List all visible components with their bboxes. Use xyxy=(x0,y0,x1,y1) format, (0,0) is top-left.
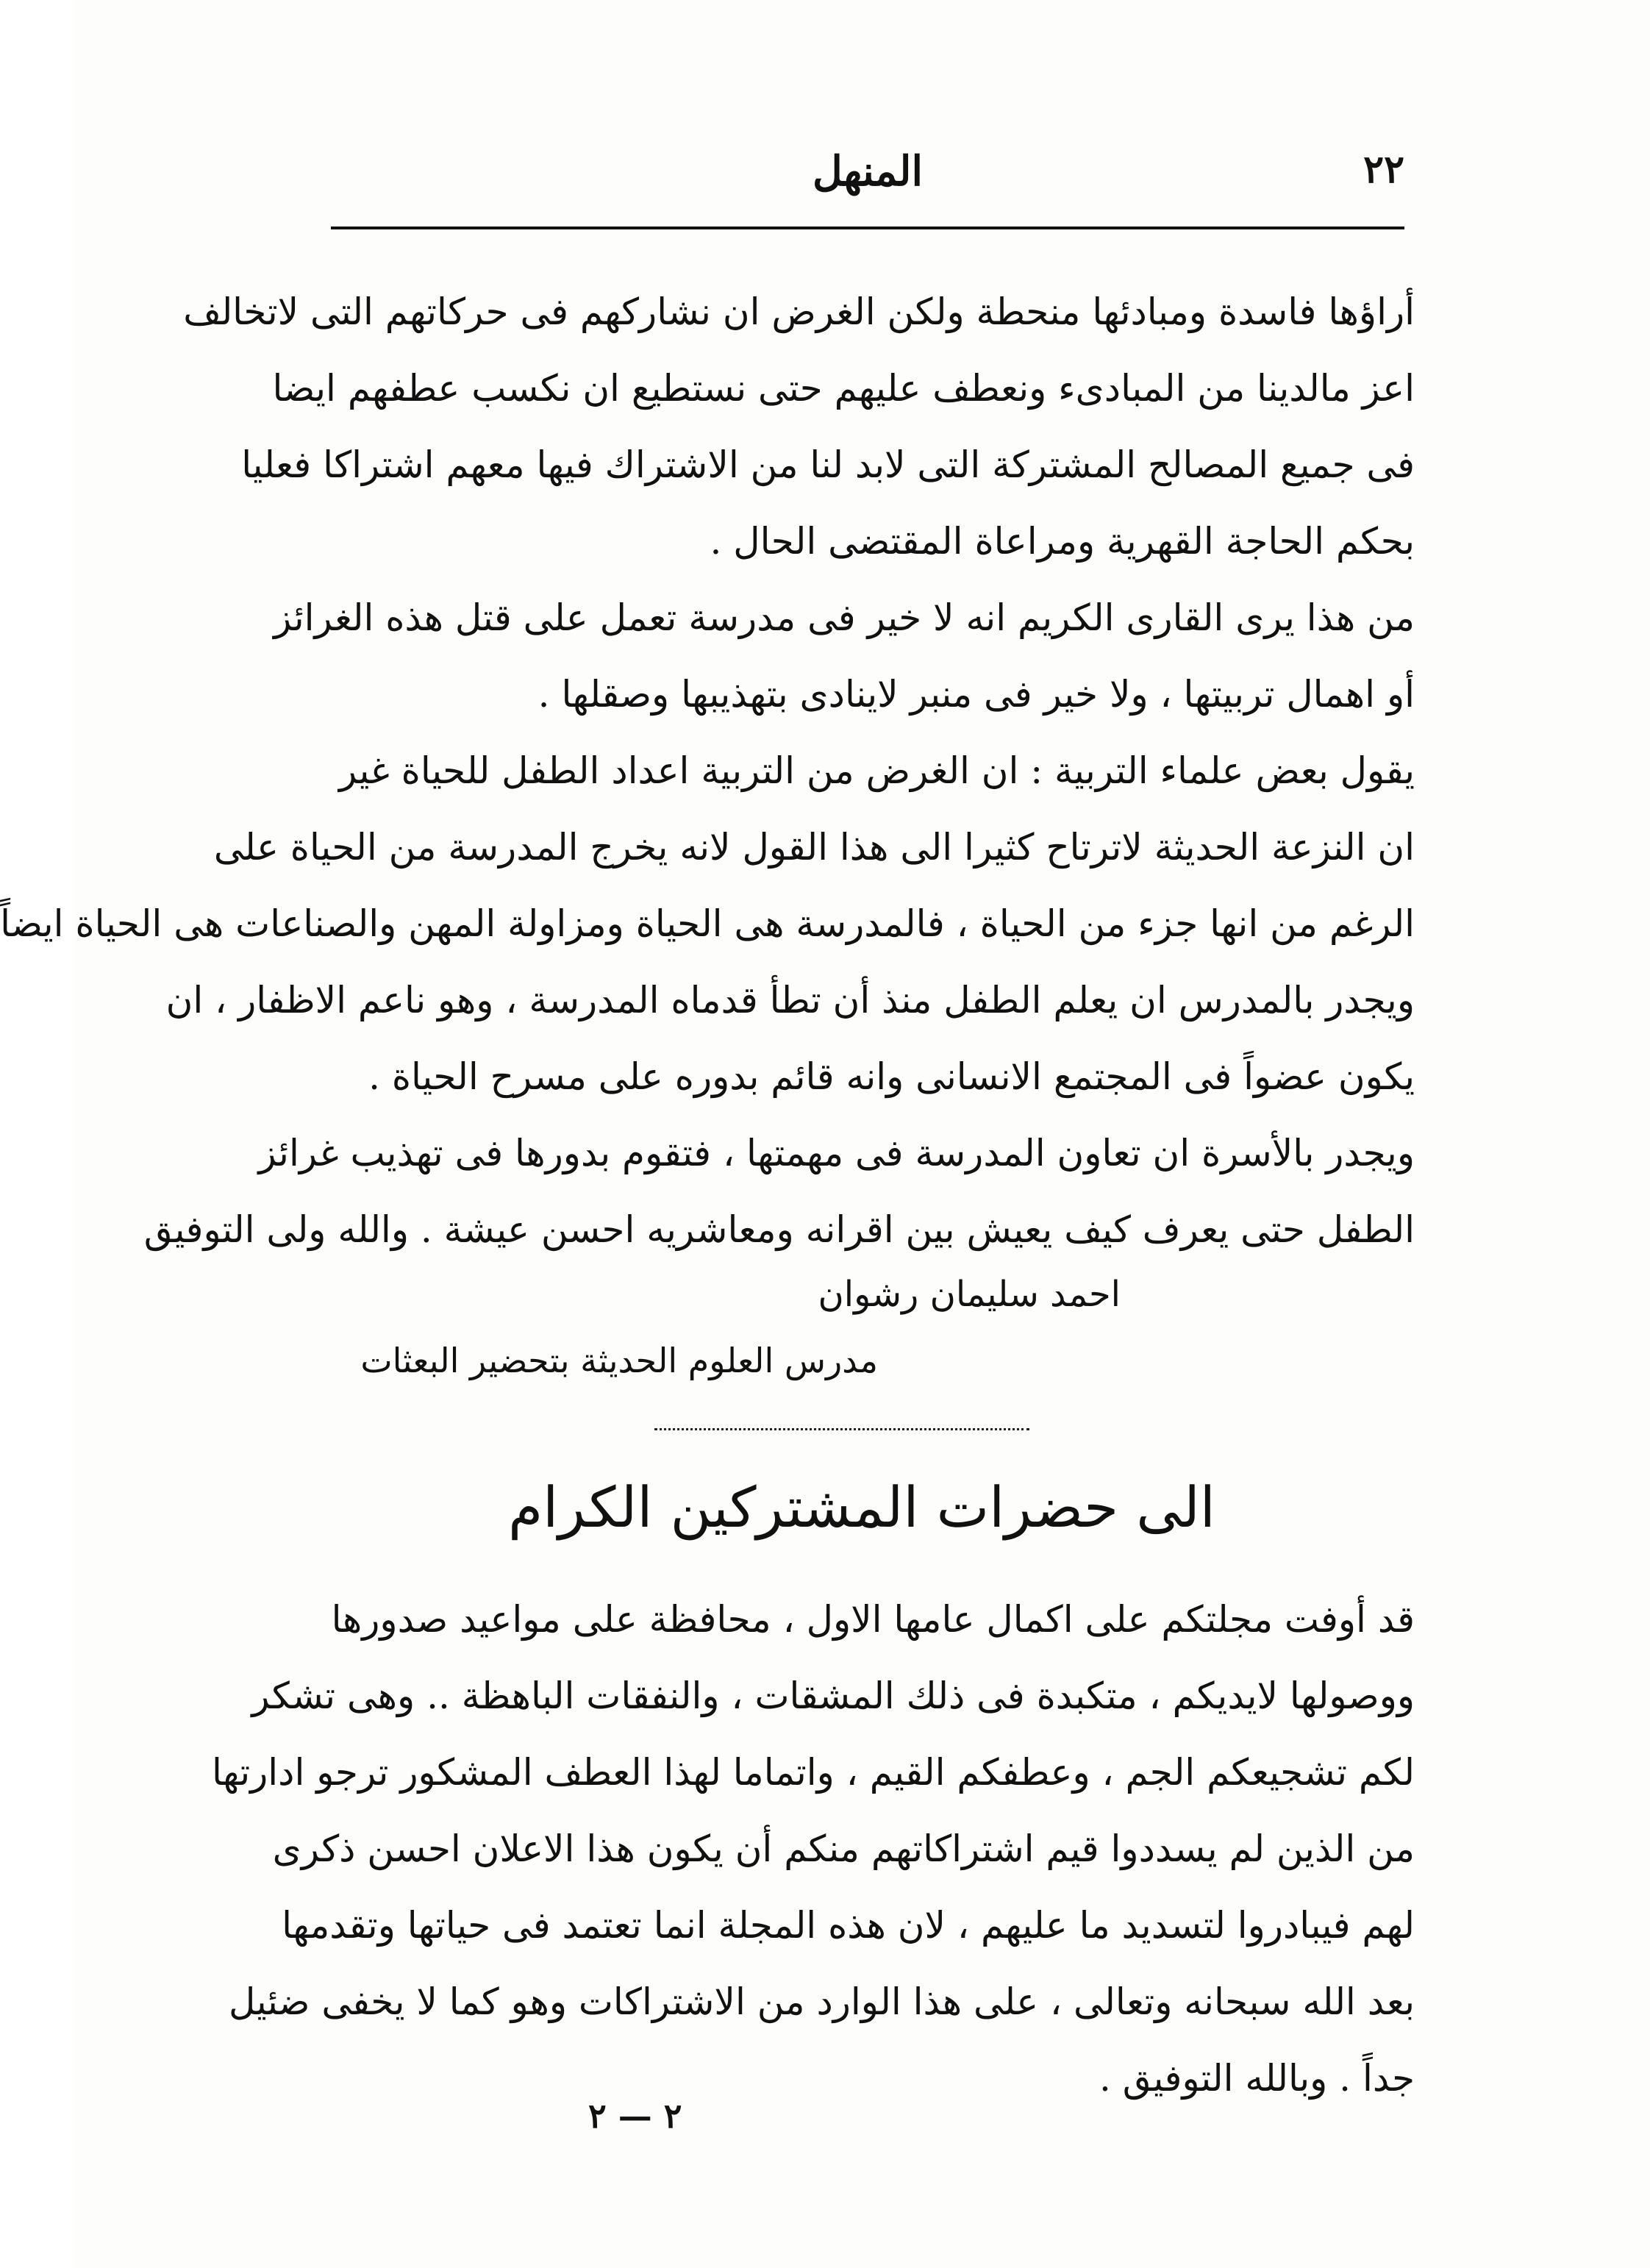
article-line: يقول بعض علماء التربية : ان الغرض من التربية اعداد الطفل للحياة غير xyxy=(338,749,1415,792)
article-line: أراؤها فاسدة ومبادئها منحطة ولكن الغرض ان نشاركهم فى حركاتهم التى لاتخالف xyxy=(183,290,1415,333)
article-line: فى جميع المصالح المشتركة التى لابد لنا من الاشتراك فيها معهم اشتراكا فعليا xyxy=(241,443,1415,486)
article-line: ويجدر بالأسرة ان تعاون المدرسة فى مهمتها ، فتقوم بدورها فى تهذيب غرائز xyxy=(258,1132,1415,1174)
article-line: اعز مالدينا من المبادىء ونعطف عليهم حتى نستطيع ان نكسب عطفهم ايضا xyxy=(272,367,1415,410)
article-line: ان النزعة الحديثة لاترتاح كثيرا الى هذا القول لانه يخرج المدرسة من الحياة على xyxy=(213,826,1415,869)
notice-line: ووصولها لايديكم ، متكبدة فى ذلك المشقات ، والنفقات الباهظة .. وهى تشكر xyxy=(251,1675,1415,1717)
notice-line: لكم تشجيعكم الجم ، وعطفكم القيم ، واتماما لهذا العطف المشكور ترجو ادارتها xyxy=(211,1751,1415,1794)
page-number: ٢٢ xyxy=(1363,147,1404,192)
notice-heading: الى حضرات المشتركين الكرام xyxy=(508,1474,1215,1540)
notice-line: بعد الله سبحانه وتعالى ، على هذا الوارد من الاشتراكات وهو كما لا يخفى ضئيل xyxy=(228,1980,1415,2023)
article-line: أو اهمال تربيتها ، ولا خير فى منبر لاينادى بتهذيبها وصقلها . xyxy=(538,673,1415,716)
article-line: ويجدر بالمدرس ان يعلم الطفل منذ أن تطأ قدماه المدرسة ، وهو ناعم الاظفار ، ان xyxy=(165,979,1415,1021)
article-line: يكون عضواً فى المجتمع الانسانى وانه قائم بدوره على مسرح الحياة . xyxy=(368,1055,1415,1098)
author-name: احمد سليمان رشوان xyxy=(818,1274,1121,1315)
article-line: بحكم الحاجة القهرية ومراعاة المقتضى الحال . xyxy=(710,520,1415,563)
notice-line: من الذين لم يسددوا قيم اشتراكاتهم منكم أن يكون هذا الاعلان احسن ذكرى xyxy=(272,1827,1415,1870)
article-line: الطفل حتى يعرف كيف يعيش بين اقرانه ومعاشريه احسن عيشة . والله ولى التوفيق xyxy=(143,1208,1415,1251)
article-line: من هذا يرى القارى الكريم انه لا خير فى مدرسة تعمل على قتل هذه الغرائز xyxy=(274,596,1415,639)
section-divider xyxy=(654,1428,1029,1430)
signature-mark: ٢ — ٢ xyxy=(588,2096,682,2136)
author-title: مدرس العلوم الحديثة بتحضير البعثات xyxy=(360,1341,878,1380)
article-body xyxy=(0,274,1415,1268)
page-header xyxy=(331,147,1404,213)
notice-line: لهم فيبادروا لتسديد ما عليهم ، لان هذه المجلة انما تعتمد فى حياتها وتقدمها xyxy=(282,1904,1415,1947)
notice-line: جداً . وبالله التوفيق . xyxy=(1099,2057,1415,2100)
journal-title: المنهل xyxy=(812,147,924,196)
article-line: الرغم من انها جزء من الحياة ، فالمدرسة هى الحياة ومزاولة المهن والصناعات هى الحياة ايضاً xyxy=(0,902,1415,945)
notice-body xyxy=(211,1581,1415,2117)
header-rule xyxy=(331,227,1404,229)
notice-line: قد أوفت مجلتكم على اكمال عامها الاول ، محافظة على مواعيد صدورها xyxy=(331,1598,1415,1641)
